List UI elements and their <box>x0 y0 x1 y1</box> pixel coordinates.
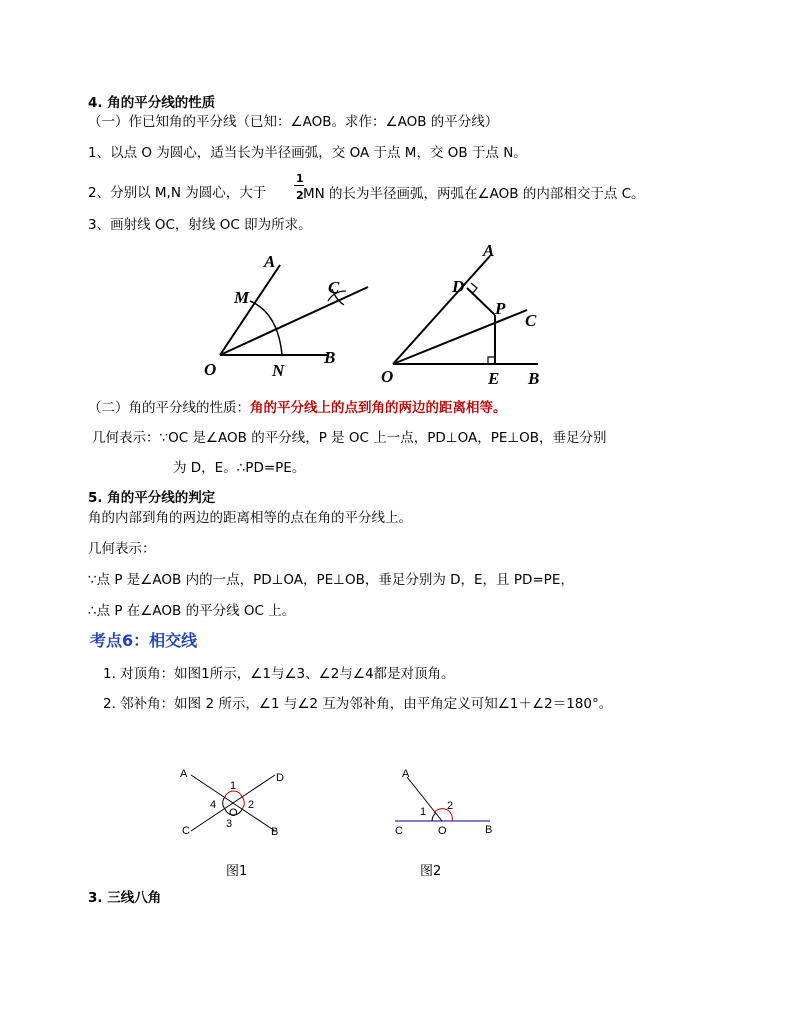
property-heading <box>88 400 507 416</box>
construction-heading: （一）作已知角的平分线（已知：∠AOB。求作：∠AOB 的平分线） <box>88 114 499 130</box>
arc-4 <box>223 797 225 809</box>
angle-label-4: 4 <box>210 799 217 811</box>
step-1: 1、以点 O 为圆心，适当长为半径画弧，交 OA 于点 M，交 OB 于点 N。 <box>88 145 527 161</box>
arc-1 <box>432 813 436 821</box>
section-5-text: 角的内部到角的两边的距离相等的点在角的平分线上。 <box>88 510 412 526</box>
item-vertical-angles: 1. 对顶角：如图1所示，∠1与∠3、∠2与∠4都是对顶角。 <box>103 666 455 682</box>
fraction-numerator: 1 <box>296 172 304 185</box>
label-p: P <box>495 299 506 318</box>
section-5-title: 5. 角的平分线的判定 <box>88 490 216 506</box>
label-a: A <box>180 768 188 780</box>
step-3: 3、画射线 OC，射线 OC 即为所求。 <box>88 217 312 233</box>
arc-2 <box>242 797 244 809</box>
angle-label-3: 3 <box>226 818 233 830</box>
label-o: O <box>204 360 217 379</box>
property-label: （二）角的平分线的性质： <box>88 400 250 416</box>
label-n: N <box>272 361 285 380</box>
label-b: B <box>271 826 279 838</box>
label-c: C <box>182 825 190 837</box>
geometry-expression-line-2: 为 D，E。∴PD=PE。 <box>173 460 306 476</box>
section-4-title: 4. 角的平分线的性质 <box>88 95 216 111</box>
right-angle-e <box>488 357 495 364</box>
item-adjacent-angles: 2. 邻补角：如图 2 所示，∠1 与∠2 互为邻补角，由平角定义可知∠1＋∠2＝180°。 <box>103 696 613 712</box>
bisector-property-figure <box>375 238 550 388</box>
step-2-part-b: MN 的长为半径画弧，两弧在∠AOB 的内部相交于点 C。 <box>303 186 645 202</box>
label-c: C <box>395 825 403 837</box>
label-o: O <box>438 825 447 837</box>
step-2-part-a: 2、分别以 M,N 为圆心，大于 <box>88 185 267 201</box>
label-c: C <box>525 311 537 330</box>
label-o: O <box>381 367 394 386</box>
label-a: A <box>264 252 276 271</box>
angle-label-1: 1 <box>230 780 237 792</box>
angle-label-1: 1 <box>420 806 427 818</box>
label-a: A <box>483 241 495 260</box>
label-b: B <box>528 369 540 388</box>
label-d: D <box>452 277 465 296</box>
bisector-construction-figure <box>200 245 380 380</box>
segment-pd <box>467 288 495 315</box>
section-5-geo-label: 几何表示： <box>88 541 156 557</box>
geometry-expression-line-1: 几何表示：∵OC 是∠AOB 的平分线，P 是 OC 上一点，PD⊥OA，PE⊥OB，垂足分别 <box>92 430 607 446</box>
figure-1-caption: 图1 <box>226 864 248 879</box>
ray-oa <box>393 256 490 364</box>
label-b: B <box>324 348 336 367</box>
property-statement: 角的平分线上的点到角的两边的距离相等。 <box>250 400 507 416</box>
figure-1-vertical-angles <box>175 763 295 843</box>
figure-2-adjacent-angles <box>390 763 500 838</box>
label-e: E <box>488 369 500 388</box>
item-three-lines-eight-angles: 3. 三线八角 <box>88 890 162 906</box>
label-d: D <box>276 772 284 784</box>
label-c: C <box>328 278 340 297</box>
keypoint-6-title: 考点6：相交线 <box>90 631 198 650</box>
angle-label-2: 2 <box>248 799 255 811</box>
ray-oc <box>393 310 527 364</box>
section-5-line-2: ∴点 P 在∠AOB 的平分线 OC 上。 <box>88 603 296 619</box>
figure-2-caption: 图2 <box>420 864 442 879</box>
section-5-line-1: ∵点 P 是∠AOB 内的一点，PD⊥OA，PE⊥OB，垂足分别为 D，E，且 PD=PE， <box>88 572 574 588</box>
label-m: M <box>234 288 250 307</box>
label-b: B <box>485 824 493 836</box>
label-o: O <box>229 807 238 819</box>
angle-label-2: 2 <box>447 800 454 812</box>
label-a: A <box>402 768 410 780</box>
fraction-denominator: 2 <box>296 189 304 202</box>
